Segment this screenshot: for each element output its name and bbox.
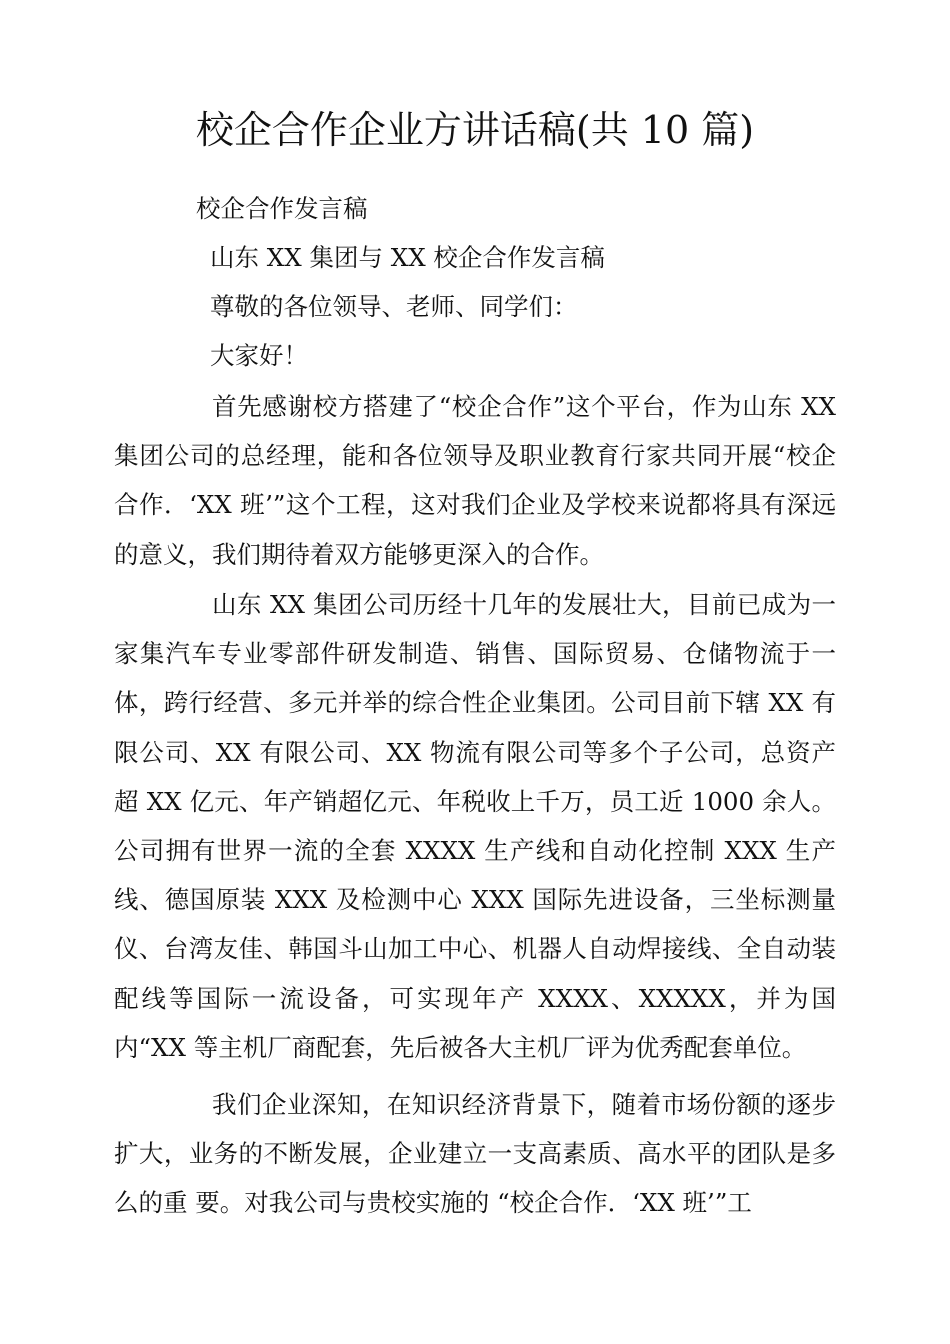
paragraph-1: 首先感谢校方搭建了“校企合作”这个平台，作为山东 XX 集团公司的总经理，能和各位领导及职业教育行家共同开展“校企合作．‘XX 班’”这个工程，这对我们企业及学校来说都将具有深远的意义，我们期待着双方能够更深入的合作。 [114, 392, 836, 569]
paragraph-2: 山东 XX 集团公司历经十几年的发展壮大，目前已成为一家集汽车专业零部件研发制造、销售、国际贸易、仓储物流于一体，跨行经营、多元并举的综合性企业集团。公司目前下辖 XX 有限公司、XX 有限公司、XX 物流有限公司等多个子公司，总资产超 XX 亿元、年产销超亿元、年税收上千万，员工近 1000 余人。公司拥有世界一流的全套 XXXX 生产线和自动化控制 XXX 生产线、德国原装 XXX 及检测中心 XXX 国际先进设备，三坐标测量仪、台湾友佳、韩国斗山加工中心、机器人自动焊接线、全自动装配线等国际一流设备，可实现年产 XXXX、XXXXX，并为国内“XX 等主机厂商配套，先后被各大主机厂评为优秀配套单位。 [114, 590, 836, 1062]
greeting: 大家好！ [210, 341, 308, 370]
section-heading: 校企合作发言稿 [196, 194, 368, 223]
salutation: 尊敬的各位领导、老师、同学们： [210, 292, 578, 321]
paragraph-3: 我们企业深知，在知识经济背景下，随着市场份额的逐步扩大，业务的不断发展，企业建立一支高素质、高水平的团队是多么的重 要。对我公司与贵校实施的 “校企合作．‘XX 班’”工 [114, 1090, 836, 1218]
speech-title: 山东 XX 集团与 XX 校企合作发言稿 [210, 243, 605, 272]
document-title: 校企合作企业方讲话稿(共 10 篇) [195, 108, 755, 152]
